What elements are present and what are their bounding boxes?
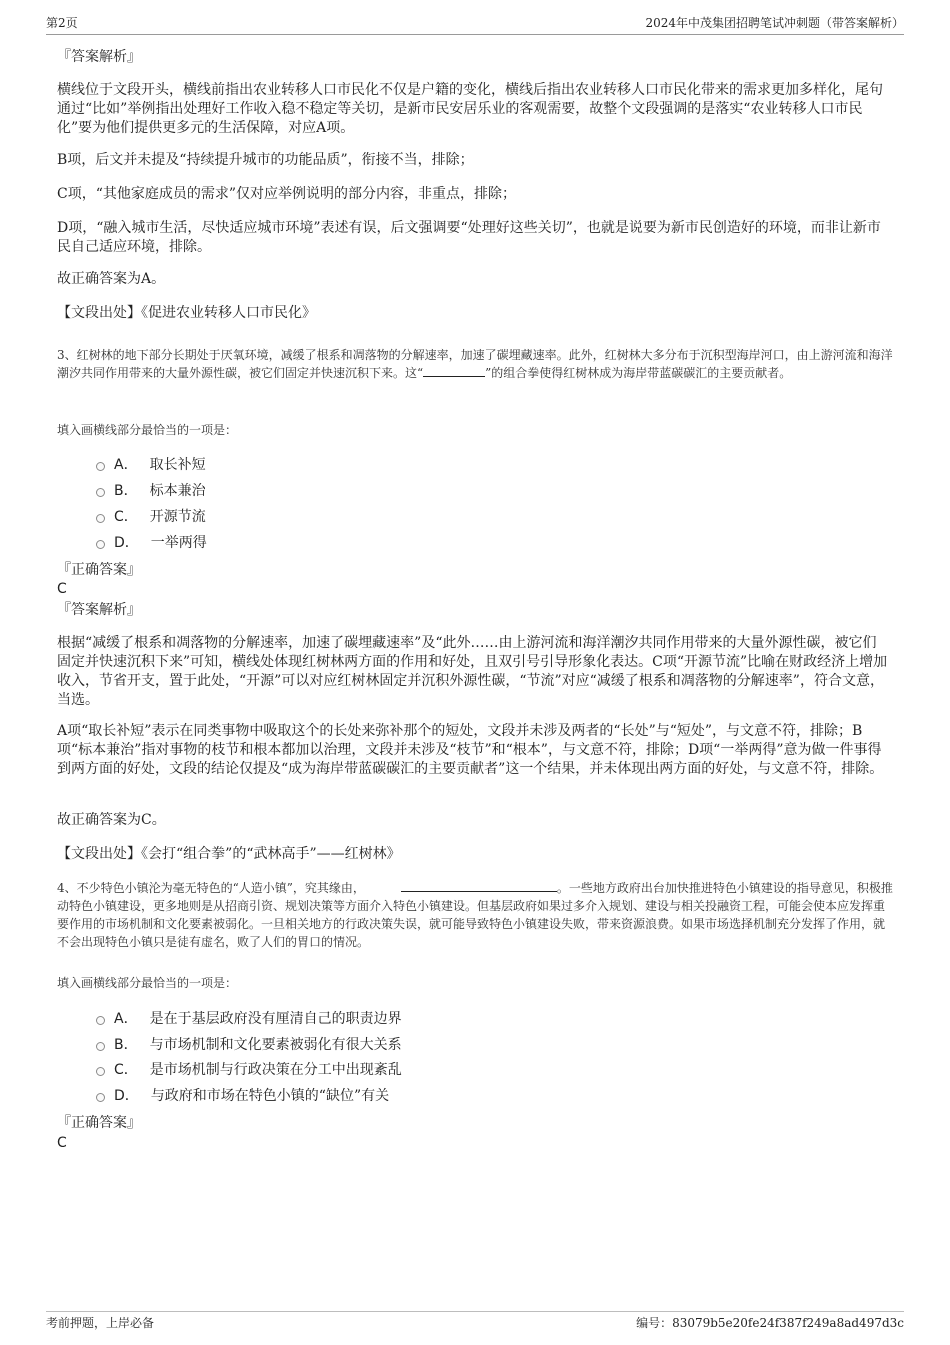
q4-answer-blank [401,879,557,892]
q2-analysis-paragraph-1: 横线位于文段开头，横线前指出农业转移人口市民化不仅是户籍的变化，横线后指出农业转移人口市民化带来的需求更加多样化，尾句通过“比如”举例指出处理好工作收入稳不稳定等关切，是新市民安居乐业的客观需要，故整个文段强调的是落实“农业转移人口市民化”要为他们提供更多元的生活保障，对应A项。 [57,82,883,136]
radio-icon[interactable] [96,1093,105,1102]
q4-prompt: 填入画横线部分最恰当的一项是： [57,976,238,990]
q4-stem-part-2: 。一些地方政府出台加快推进特色小镇建设的指导意见，积极推动特色小镇建设，更多地则是从招商引资、规划决策等方面介入特色小镇建设。但基层政府如果过多介入规划、建设与相关投融资工程，可能会使本应发挥重要作用的市场机制和文化要素被弱化。一旦相关地方的行政决策失误，就可能导致特色小镇建设失败，带来资源浪费。如果市场选择机制充分发挥了作用，就不会出现特色小镇只是徒有虚名，败了人们的胃口的情况。 [57,881,893,949]
q3-stem [57,346,895,382]
q3-answer-value: C [57,581,67,597]
q3-answer-label: 『正确答案』 [57,562,141,578]
q3-analysis-paragraph-2: A项“取长补短”表示在同类事物中吸取这个的长处来弥补那个的短处，文段并未涉及两者的“长处”与“短处”，与文意不符，排除；B项“标本兼治”指对事物的枝节和根本都加以治理，文段并未涉及“枝节”和“根本”，与文意不符，排除；D项“一举两得”意为做一件事得到两方面的好处，文段的结论仅提及“成为海岸带蓝碳碳汇的主要贡献者”这一个结果，并未体现出两方面的好处，与文意不符，排除。 [57,723,884,777]
q2-source: 【文段出处】《促进农业转移人口市民化》 [57,305,316,321]
option-text: 取长补短 [149,457,206,473]
q3-analysis-paragraph-1: 根据“减缓了根系和凋落物的分解速率，加速了碳埋藏速率”及“此外……由上游河流和海洋潮汐共同作用带来的大量外源性碳，被它们固定并快速沉积下来”可知，横线处体现红树林两方面的作用和好处，且双引号引导形象化表达。C项“开源节流”比喻在财政经济上增加收入，节省开支，置于此处，“开源”可以对应红树林固定并沉积外源性碳，“节流”对应“减缓了根系和凋落物的分解速率”，符合文意，当选。 [57,635,888,708]
option-letter: D． [114,535,139,551]
page-header [46,14,904,35]
q2-analysis-paragraph-2: B项，后文并未提及“持续提升城市的功能品质”，衔接不当，排除； [57,152,474,168]
radio-icon[interactable] [96,1042,105,1051]
q2-analysis-paragraph-3: C项，“其他家庭成员的需求”仅对应举例说明的部分内容，非重点，排除； [57,186,517,202]
q4-option-b[interactable] [96,1036,402,1054]
option-text: 标本兼治 [149,483,206,499]
q2-analysis-paragraph-4: D项，“融入城市生活，尽快适应城市环境”表述有误，后文强调要“处理好这些关切”，也就是说要为新市民创造好的环境，而非让新市民自己适应环境，排除。 [57,220,881,255]
option-letter: C． [114,1062,138,1078]
q4-option-c[interactable] [96,1061,402,1079]
q3-stem-part-1: 3、红树林的地下部分长期处于厌氧环境，减缓了根系和凋落物的分解速率，加速了碳埋藏速率。此外，红树林大多分布于沉积型海岸河口，由上游河流和海洋潮汐共同作用带来的大量外源性碳，被它们固定并快速沉积下来。这“ [57,348,893,380]
radio-icon[interactable] [96,540,105,549]
q4-stem-part-1: 4、不少特色小镇沦为毫无特色的“人造小镇”，究其缘由， [57,881,365,895]
q4-option-d[interactable] [96,1087,389,1105]
option-text: 一举两得 [150,535,207,551]
q3-conclusion: 故正确答案为C。 [57,812,166,828]
radio-icon[interactable] [96,462,105,471]
q3-answer-blank [423,364,485,377]
radio-icon[interactable] [96,488,105,497]
radio-icon[interactable] [96,1016,105,1025]
option-text: 与政府和市场在特色小镇的“缺位”有关 [150,1088,390,1104]
q3-source: 【文段出处】《会打“组合拳”的“武林高手”——红树林》 [57,846,401,862]
option-text: 是在于基层政府没有厘清自己的职责边界 [149,1011,402,1027]
q2-conclusion: 故正确答案为A。 [57,271,166,287]
q3-option-d[interactable] [96,534,207,552]
q4-answer-label: 『正确答案』 [57,1115,141,1131]
option-text: 与市场机制和文化要素被弱化有很大关系 [149,1037,402,1053]
option-letter: B． [114,1037,138,1053]
q4-answer-value: C [57,1135,67,1151]
q4-stem [57,879,895,951]
q2-analysis-label: 『答案解析』 [57,49,141,65]
option-text: 是市场机制与行政决策在分工中出现紊乱 [149,1062,402,1078]
option-letter: A． [114,1011,138,1027]
radio-icon[interactable] [96,1067,105,1076]
document-code: 编号：83079b5e20fe24f387f249a8ad497d3c [636,1316,904,1330]
radio-icon[interactable] [96,514,105,523]
q4-option-a[interactable] [96,1010,402,1028]
q3-stem-part-2: ”的组合拳使得红树林成为海岸带蓝碳碳汇的主要贡献者。 [485,366,792,380]
q3-option-a[interactable] [96,456,206,474]
option-letter: B． [114,483,138,499]
q3-option-c[interactable] [96,508,206,526]
footer-slogan: 考前押题，上岸必备 [46,1316,155,1330]
document-title: 2024年中茂集团招聘笔试冲刺题（带答案解析） [645,16,904,30]
option-letter: A． [114,457,138,473]
option-text: 开源节流 [149,509,206,525]
option-letter: D． [114,1088,139,1104]
q3-analysis-label: 『答案解析』 [57,602,141,618]
page-number: 第2页 [46,16,78,30]
q3-option-b[interactable] [96,482,206,500]
option-letter: C． [114,509,138,525]
page-footer [46,1311,904,1332]
q3-prompt: 填入画横线部分最恰当的一项是： [57,423,238,437]
